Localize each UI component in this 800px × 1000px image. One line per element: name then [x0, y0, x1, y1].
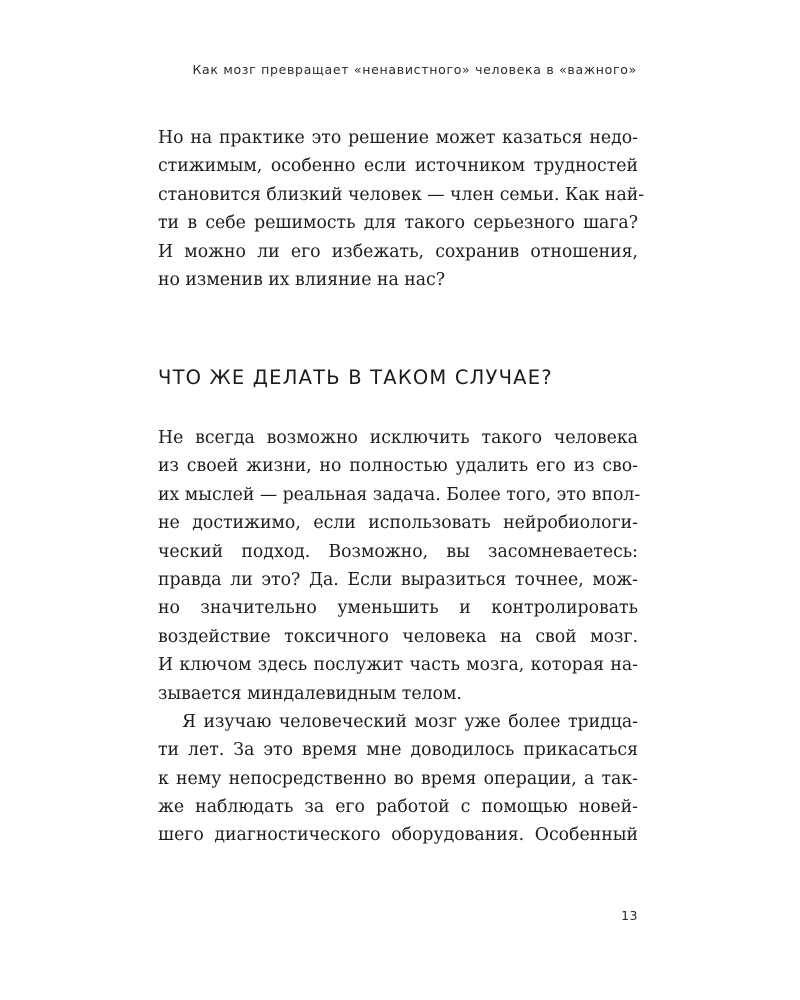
text-line: воздействие токсичного человека на свой мозг.	[158, 626, 638, 647]
paragraph-body	[158, 424, 641, 850]
text-line: но значительно уменьшить и контролировать	[158, 598, 638, 619]
text-line: становится близкий человек — член семьи. Как най-	[158, 184, 645, 205]
text-line: Но на практике это решение может казаться недо-	[158, 128, 638, 148]
section-heading: ЧТО ЖЕ ДЕЛАТЬ В ТАКОМ СЛУЧАЕ?	[158, 366, 553, 389]
text-line: ческий подход. Возможно, вы засомневаетесь:	[158, 541, 638, 562]
text-line: но изменив их влияние на нас?	[158, 269, 446, 290]
text-line: зывается миндалевидным телом.	[158, 683, 462, 704]
text-line: их мыслей — реальная задача. Более того, это впол-	[158, 484, 641, 505]
text-line: стижимым, особенно если источником трудностей	[158, 156, 638, 177]
text-line: Не всегда возможно исключить такого человека	[158, 428, 638, 448]
text-line: ти лет. За это время мне доводилось прикасаться	[158, 740, 638, 761]
text-line: И ключом здесь послужит часть мозга, которая на-	[158, 655, 638, 676]
paragraph-intro	[158, 124, 645, 294]
running-head: Как мозг превращает «ненавистного» человека в «важного»	[192, 62, 637, 77]
text-line: ти в себе решимость для такого серьезного шага?	[158, 213, 638, 234]
text-line: шего диагностического оборудования. Особенный	[158, 825, 638, 846]
text-line: к нему непосредственно во время операции, а так-	[158, 768, 638, 789]
text-line: же наблюдать за его работой с помощью новей-	[158, 797, 638, 818]
text-line: Я изучаю человеческий мозг уже более тридца-	[182, 711, 638, 732]
text-line: не достижимо, если использовать нейробиологи-	[158, 513, 638, 534]
text-line: из своей жизни, но полностью удалить его из сво-	[158, 456, 638, 477]
text-line: И можно ли его избежать, сохранив отношения,	[158, 241, 638, 262]
text-line: правда ли это? Да. Если выразиться точнее, мож-	[158, 569, 638, 590]
page-number: 13	[621, 908, 638, 923]
